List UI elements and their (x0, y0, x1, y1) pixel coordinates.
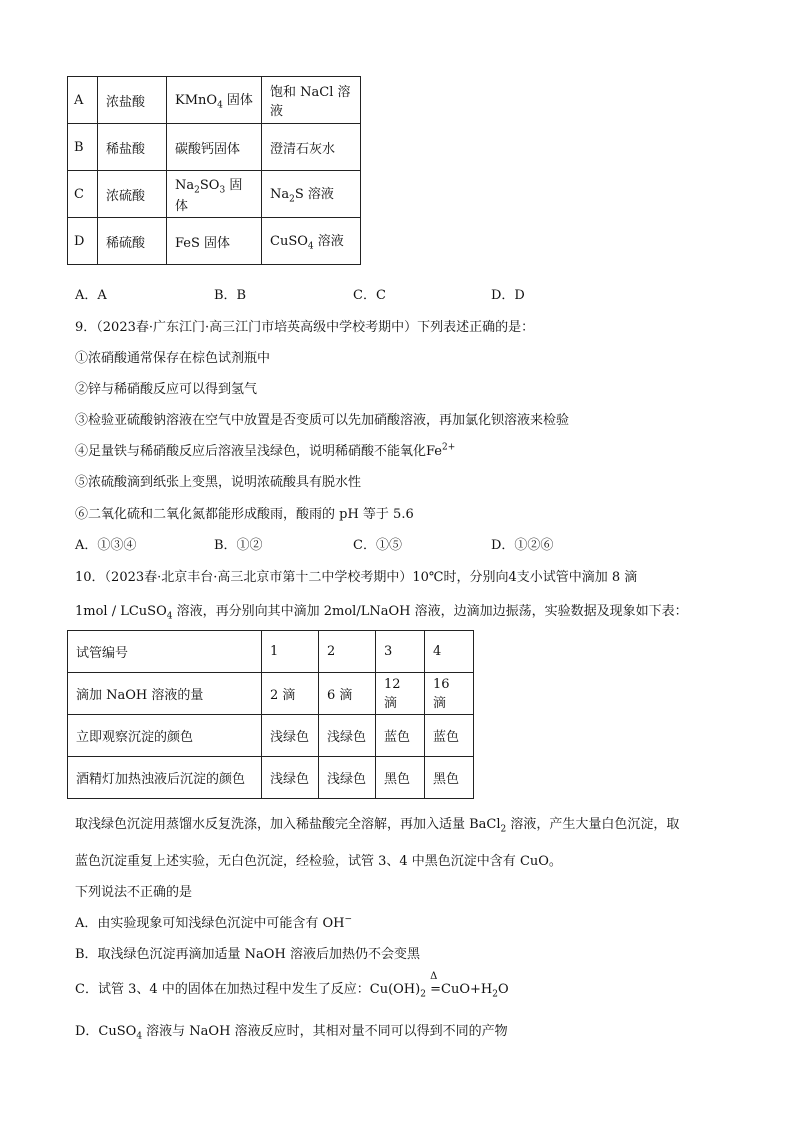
q9-option-c: C．①⑤ (353, 538, 402, 553)
q8-option-a: A．A (75, 288, 107, 303)
tube-cell: 2 滴 (262, 673, 319, 715)
q9-option-b: B．①② (214, 538, 263, 553)
experiment-row (68, 715, 474, 757)
q9-statement-3: ③检验亚硫酸钠溶液在空气中放置是否变质可以先加硝酸溶液，再加氯化钡溶液来检验 (75, 413, 570, 428)
tube-cell: 浅绿色 (319, 757, 376, 799)
reagent-row (68, 171, 361, 218)
q9-statement-4: ④足量铁与稀硝酸反应后溶液呈浅绿色，说明稀硝酸不能氧化$Fe^{2+}$ (75, 442, 456, 459)
q10-stem-line1: 10．（2023春·北京丰台·高三北京市第十二中学校考期中）10℃时，分别向4支小试管中滴加 8 滴 (75, 570, 638, 585)
q10-para2: 蓝色沉淀重复上述实验，无白色沉淀，经检验，试管 3、4 中黑色沉淀中含有 CuO。 (75, 854, 562, 869)
row-header-cell: 滴加 NaOH 溶液的量 (68, 673, 262, 715)
tube-cell: 蓝色 (425, 715, 474, 757)
q10-option-c: C．试管 3、4 中的固体在加热过程中发生了反应：$Cu(OH)_2$ Δ $=CuO+H_2O$ (75, 971, 509, 1000)
row-header-cell: 试管编号 (68, 631, 262, 673)
tube-cell: 3 (376, 631, 425, 673)
solution-cell: CuSO$_4$ 溶液 (262, 218, 361, 265)
solution-cell: $Na_2S$ 溶液 (262, 171, 361, 218)
tube-cell: 浅绿色 (319, 715, 376, 757)
q9-option-a: A．①③④ (75, 538, 137, 553)
tube-cell: 蓝色 (376, 715, 425, 757)
tube-cell: 浅绿色 (262, 715, 319, 757)
tube-cell: 1 (262, 631, 319, 673)
q10-option-b: B．取浅绿色沉淀再滴加适量 NaOH 溶液后加热仍不会变黑 (75, 947, 420, 962)
solid-cell: $Na_2SO_3$ 固体 (167, 171, 262, 218)
q9-statement-1: ①浓硝酸通常保存在棕色试剂瓶中 (75, 351, 271, 366)
row-label: A (68, 77, 98, 124)
row-header-cell: 立即观察沉淀的颜色 (68, 715, 262, 757)
acid-cell: 浓盐酸 (98, 77, 167, 124)
tube-cell: 6 滴 (319, 673, 376, 715)
q8-option-c: C．C (353, 288, 386, 303)
tube-cell: 2 (319, 631, 376, 673)
q9-statement-2: ②锌与稀硝酸反应可以得到氢气 (75, 382, 258, 397)
q9-option-d: D．①②⑥ (491, 538, 554, 553)
tube-cell: 浅绿色 (262, 757, 319, 799)
q9-stem: 9．（2023春·广东江门·高三江门市培英高级中学校考期中）下列表述正确的是： (75, 320, 535, 335)
solid-cell: KMnO$_4$ 固体 (167, 77, 262, 124)
reagent-row (68, 218, 361, 265)
experiment-row (68, 757, 474, 799)
q9-statement-6: ⑥二氧化硫和二氧化氮都能形成酸雨，酸雨的 pH 等于 5.6 (75, 507, 414, 522)
q8-option-d: D．D (491, 288, 525, 303)
acid-cell: 浓硫酸 (98, 171, 167, 218)
tube-cell: 4 (425, 631, 474, 673)
row-header-cell: 酒精灯加热浊液后沉淀的颜色 (68, 757, 262, 799)
experiment-row (68, 631, 474, 673)
tube-cell: 黑色 (425, 757, 474, 799)
reagent-row (68, 124, 361, 171)
q10-para1: 取浅绿色沉淀用蒸馏水反复洗涤，加入稀盐酸完全溶解，再加入适量 BaCl$_2$ 溶液，产生大量白色沉淀，取 (75, 817, 680, 835)
row-label: C (68, 171, 98, 218)
q10-option-d: D．CuSO$_4$ 溶液与 NaOH 溶液反应时，其相对量不同可以得到不同的产物 (75, 1024, 508, 1042)
row-label: D (68, 218, 98, 265)
solid-cell: FeS 固体 (167, 218, 262, 265)
solid-cell: 碳酸钙固体 (167, 124, 262, 171)
experiment-row (68, 673, 474, 715)
acid-cell: 稀硫酸 (98, 218, 167, 265)
solution-cell: 饱和 NaCl 溶液 (262, 77, 361, 124)
row-label: B (68, 124, 98, 171)
q10-option-a: A．由实验现象可知浅绿色沉淀中可能含有 OH− (75, 914, 353, 931)
acid-cell: 稀盐酸 (98, 124, 167, 171)
q10-stem-line2: 1mol / LCuSO$_4$ 溶液，再分别向其中滴加 2mol/LNaOH 溶液，边滴加边振荡，实验数据及现象如下表： (75, 604, 688, 622)
reagent-table (67, 76, 361, 265)
q9-statement-5: ⑤浓硫酸滴到纸张上变黑，说明浓硫酸具有脱水性 (75, 475, 362, 490)
tube-cell: 16 滴 (425, 673, 474, 715)
q8-option-b: B．B (214, 288, 247, 303)
tube-cell: 12 滴 (376, 673, 425, 715)
tube-cell: 黑色 (376, 757, 425, 799)
experiment-table (67, 630, 474, 799)
solution-cell: 澄清石灰水 (262, 124, 361, 171)
reagent-row (68, 77, 361, 124)
q10-question: 下列说法不正确的是 (75, 885, 193, 900)
